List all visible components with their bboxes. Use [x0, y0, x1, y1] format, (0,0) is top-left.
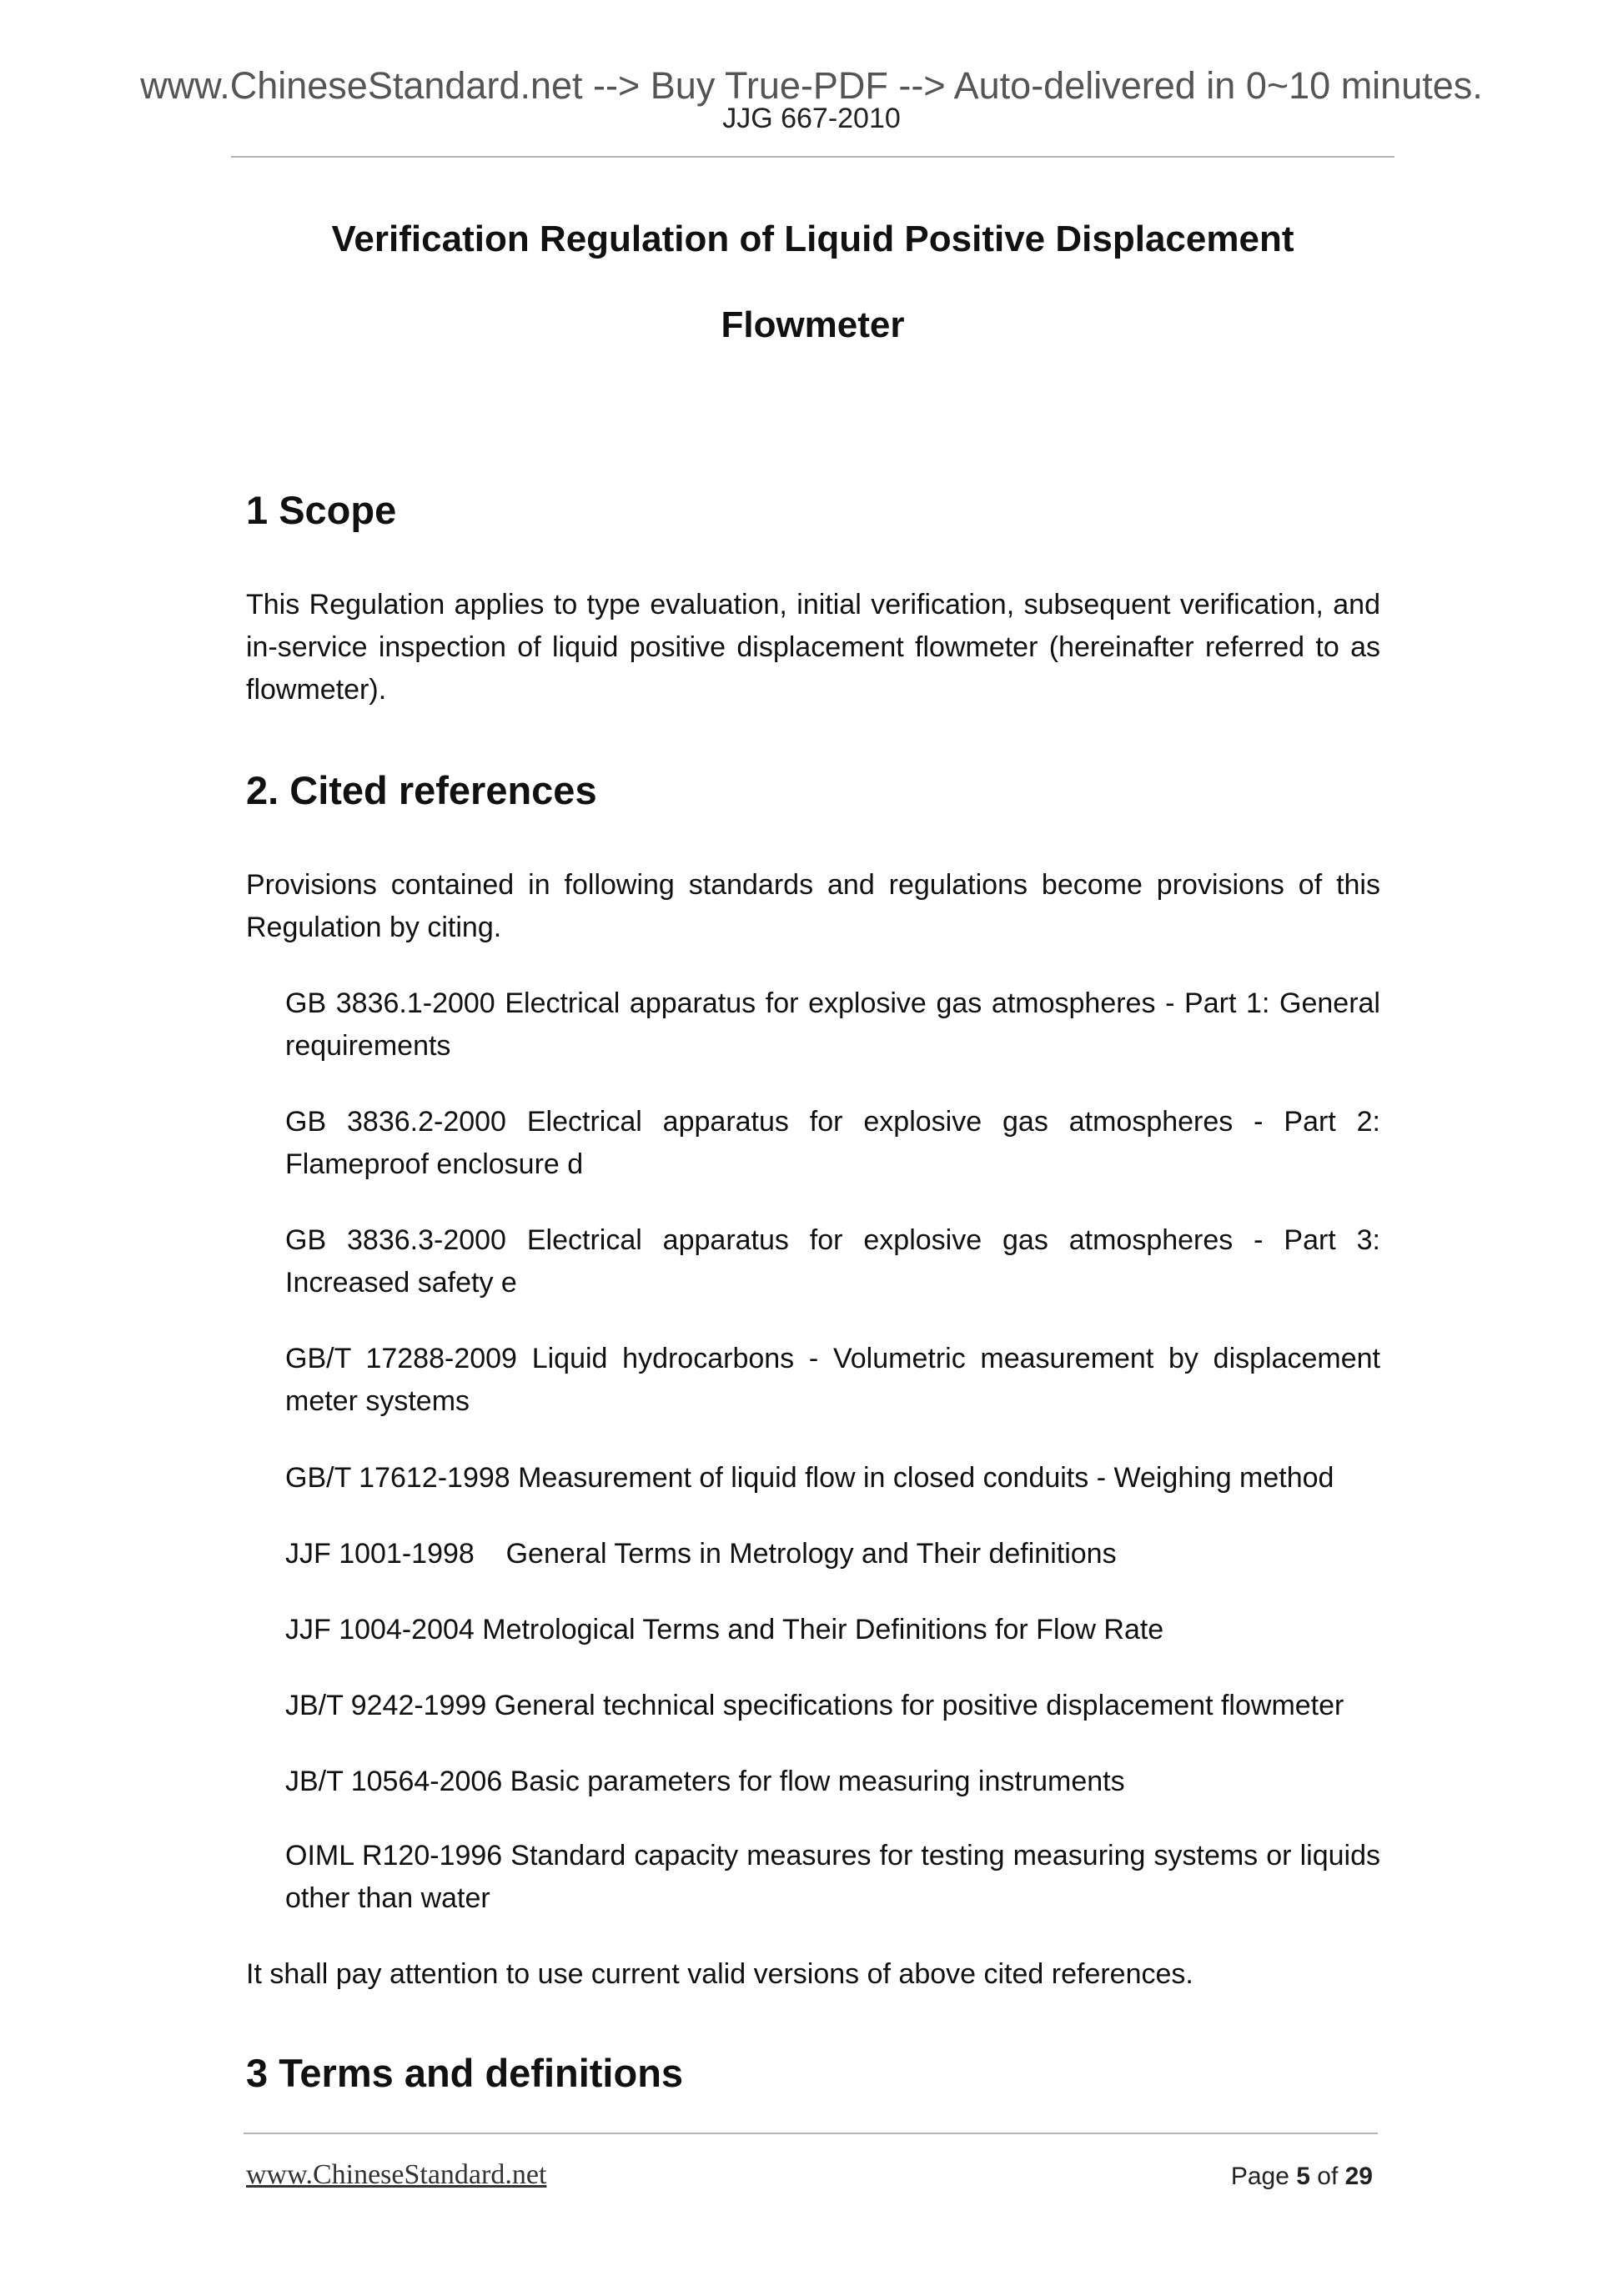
- section-2-intro: Provisions contained in following standards and regulations become provisions of this Regulation by citing.: [246, 869, 1380, 943]
- reference-item: GB/T 17288-2009 Liquid hydrocarbons - Volumetric measurement by displacement meter systems: [285, 1343, 1380, 1417]
- reference-item: GB 3836.3-2000 Electrical apparatus for explosive gas atmospheres - Part 3: Increased safety e: [285, 1224, 1380, 1299]
- reference-item: JB/T 10564-2006 Basic parameters for flow measuring instruments: [285, 1766, 1125, 1797]
- footer-divider: [244, 2133, 1378, 2134]
- page-total: 29: [1344, 2163, 1373, 2190]
- section-1-heading: 1 Scope: [246, 488, 397, 532]
- reference-item: JJF 1001-1998 General Terms in Metrology and Their definitions: [285, 1538, 1117, 1570]
- reference-item: OIML R120-1996 Standard capacity measures for testing measuring systems or liquids other than water: [285, 1840, 1380, 1914]
- document-title-line-1: Verification Regulation of Liquid Positive Displacement: [331, 219, 1294, 259]
- section-3-heading: 3 Terms and definitions: [246, 2051, 684, 2095]
- reference-item: GB 3836.2-2000 Electrical apparatus for explosive gas atmospheres - Part 2: Flameproof enclosure d: [285, 1106, 1380, 1180]
- header-banner: www.ChineseStandard.net --> Buy True-PDF --> Auto-delivered in 0~10 minutes.: [140, 64, 1483, 107]
- page-of: of: [1309, 2163, 1345, 2190]
- page-current: 5: [1296, 2163, 1310, 2190]
- document-title-line-2: Flowmeter: [721, 304, 905, 345]
- reference-item: JJF 1004-2004 Metrological Terms and Their Definitions for Flow Rate: [285, 1614, 1164, 1645]
- reference-item: GB 3836.1-2000 Electrical apparatus for explosive gas atmospheres - Part 1: General requirements: [285, 987, 1380, 1062]
- page-prefix: Page: [1230, 2163, 1297, 2190]
- reference-item: GB/T 17612-1998 Measurement of liquid flow in closed conduits - Weighing method: [285, 1462, 1334, 1494]
- footer-site-link[interactable]: www.ChineseStandard.net: [246, 2159, 547, 2190]
- section-1-body: This Regulation applies to type evaluation, initial verification, subsequent verification, and in-service inspection of liquid positive displacement flowmeter (hereinafter referred to as flowmeter).: [246, 589, 1380, 706]
- document-code: JJG 667-2010: [722, 103, 901, 134]
- reference-item: JB/T 9242-1999 General technical specifications for positive displacement flowmeter: [285, 1690, 1344, 1721]
- section-2-heading: 2. Cited references: [246, 768, 597, 812]
- page-number: [1151, 2162, 1373, 2192]
- section-2-closing: It shall pay attention to use current valid versions of above cited references.: [246, 1958, 1193, 1990]
- header-divider: [231, 156, 1394, 158]
